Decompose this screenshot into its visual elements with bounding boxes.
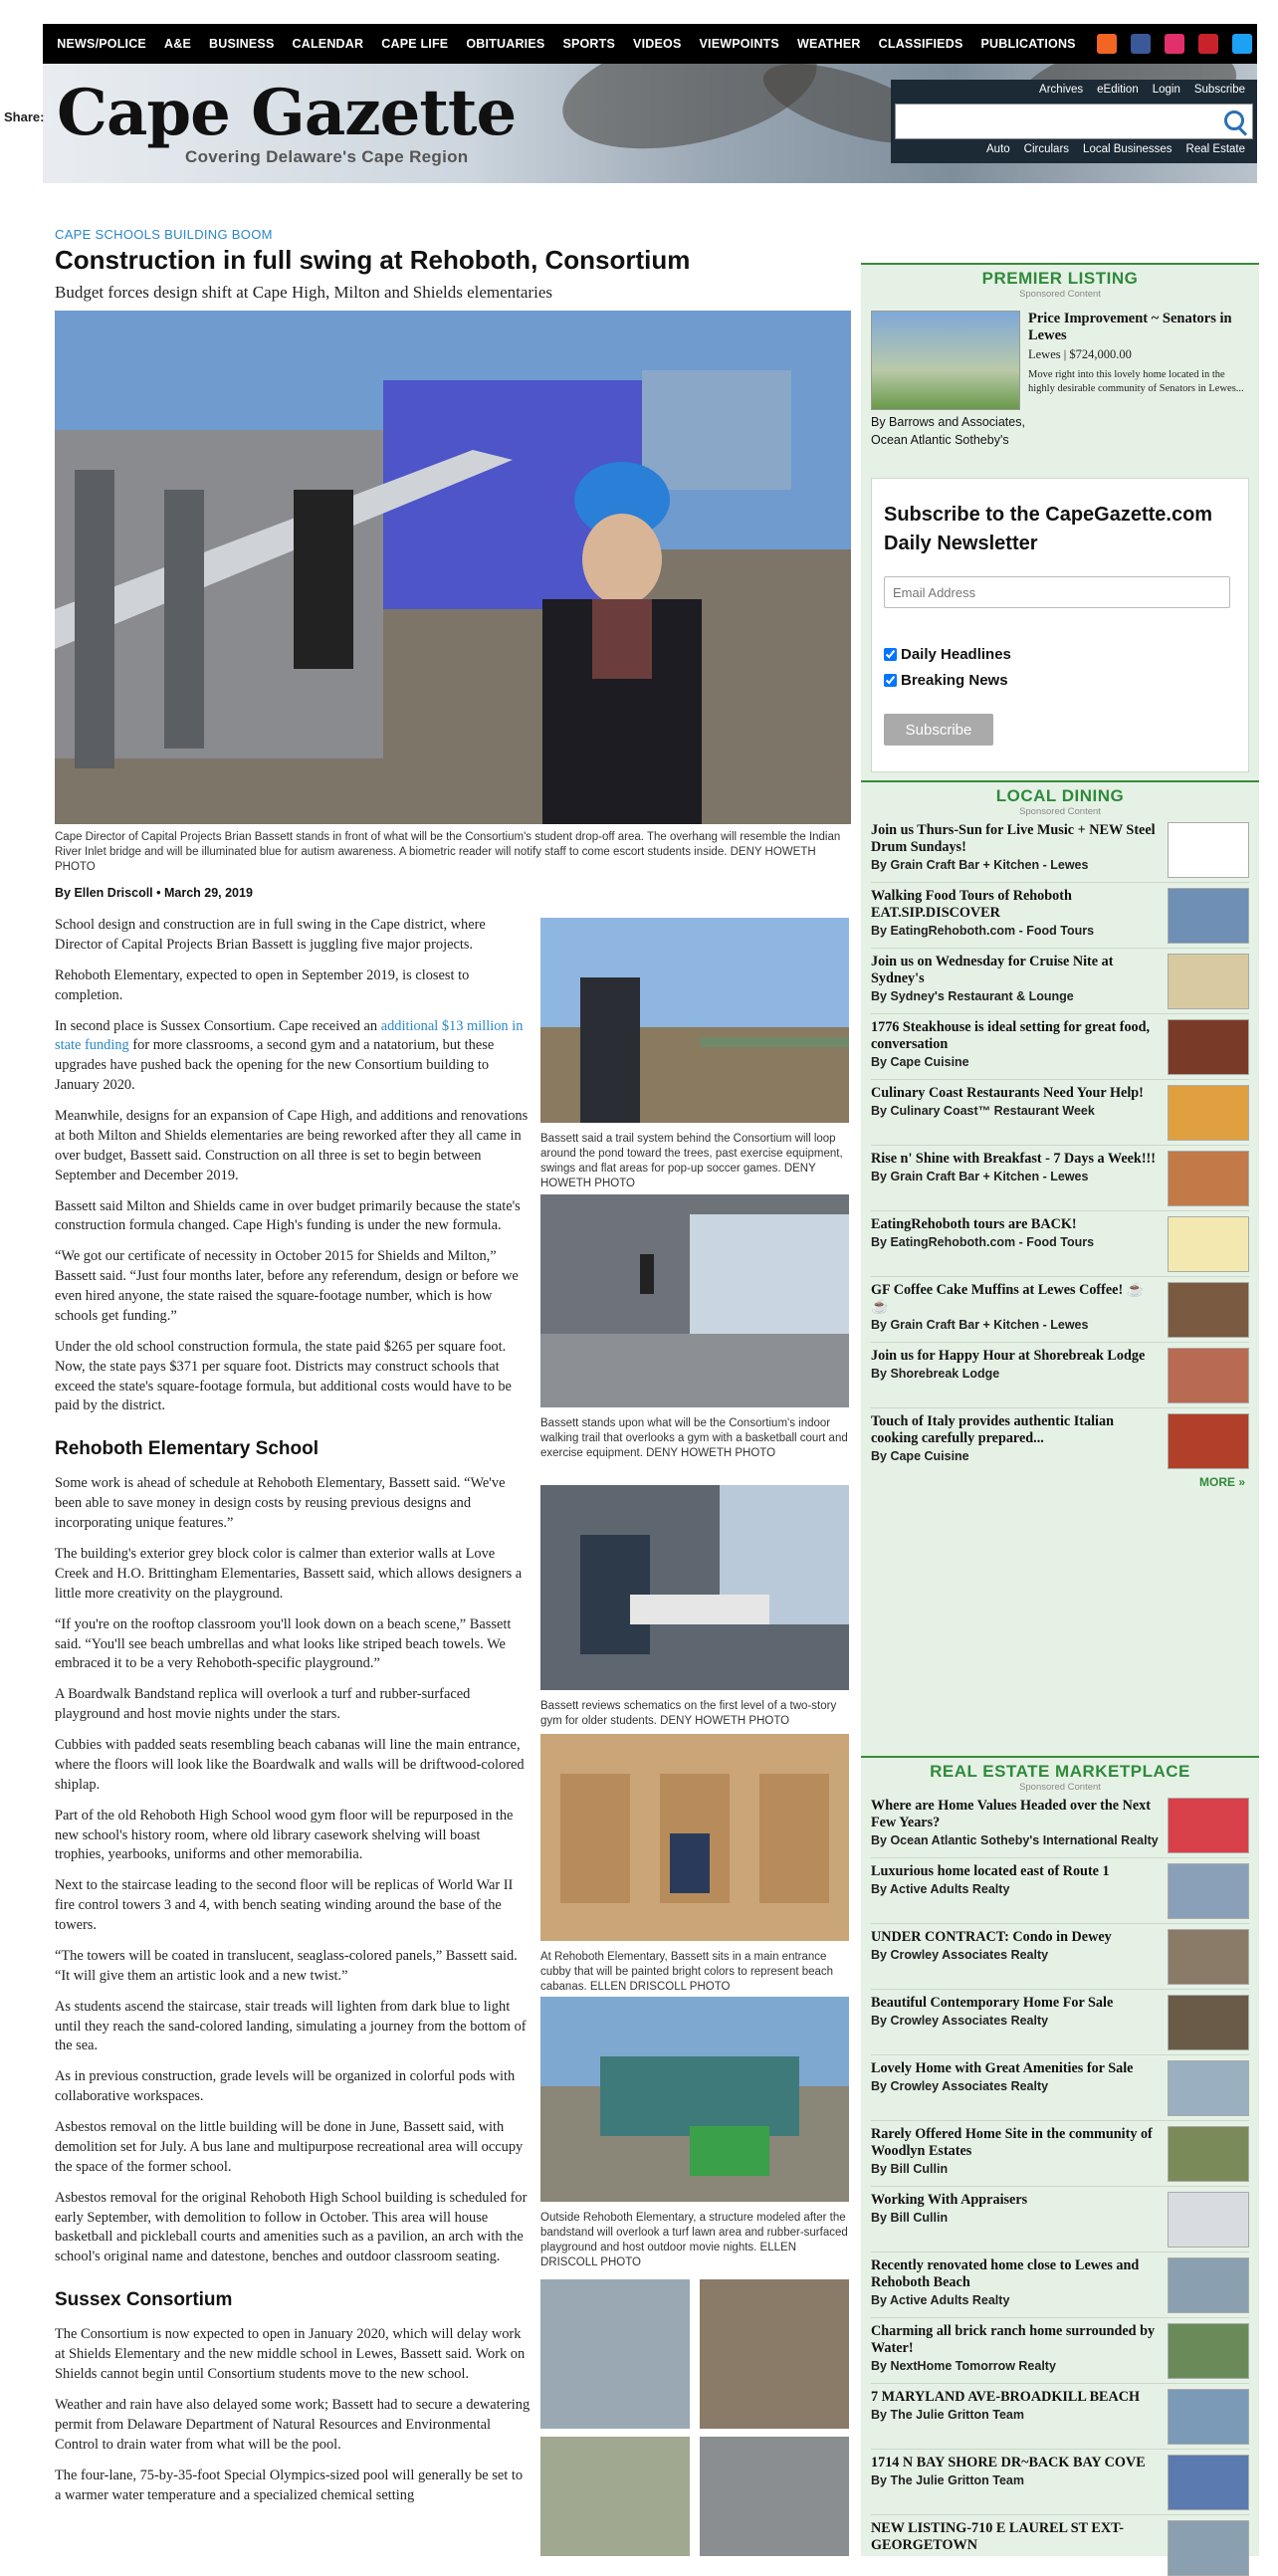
local-dining-panel xyxy=(861,780,1259,1756)
auto-link[interactable]: Auto xyxy=(986,143,1010,155)
section-heading-sussex: Sussex Consortium xyxy=(55,2289,233,2311)
list-item-title[interactable]: NEW LISTING-710 E LAUREL ST EXT-GEORGETOWN xyxy=(871,2520,1125,2554)
list-item-thumbnail[interactable] xyxy=(1168,2126,1249,2182)
tumblr-share-button[interactable] xyxy=(7,361,39,393)
wordpress-share-button[interactable] xyxy=(7,441,39,473)
list-item-title[interactable]: Luxurious home located east of Route 1 xyxy=(871,1863,1110,1879)
list-item-thumbnail[interactable] xyxy=(1168,954,1249,1009)
linkedin-icon: in xyxy=(16,207,30,225)
body-paragraph: Meanwhile, designs for an expansion of Cape High, and additions and renovations at both Milton and Shields elementaries are being reworked after they all came in over budget, Bassett said. Construction on all three is set to begin between September and December 2019. xyxy=(55,1108,529,1183)
list-item-byline: By Grain Craft Bar + Kitchen - Lewes xyxy=(871,1318,1089,1333)
nav-item-business[interactable]: BUSINESS xyxy=(208,37,275,51)
list-item[interactable] xyxy=(871,1216,1249,1249)
photo-caption: At Rehoboth Elementary, Bassett sits in a main entrance cubby that will be painted bright colors to represent beach cabanas. ELLEN DRISCOLL PHOTO xyxy=(540,1951,834,1993)
blogger-share-button[interactable] xyxy=(7,401,39,433)
twitter-icon: t xyxy=(20,167,26,188)
list-item-byline: By Shorebreak Lodge xyxy=(871,1367,1000,1382)
nav-item-viewpoints[interactable]: VIEWPOINTS xyxy=(699,37,779,51)
list-item-thumbnail[interactable] xyxy=(1168,1085,1249,1141)
list-item-title[interactable]: 7 MARYLAND AVE-BROADKILL BEACH xyxy=(871,2389,1141,2405)
list-item-title[interactable]: Working With Appraisers xyxy=(871,2192,1028,2208)
list-item-byline: By The Julie Gritton Team xyxy=(871,2473,1024,2488)
site-tagline: Covering Delaware's Cape Region xyxy=(185,147,469,166)
body-paragraph: In second place is Sussex Consortium. Cape received an additional $13 million in state funding for more classrooms, a second gym and a natatorium, but these upgrades have pushed back the opening for the new Consortium building to January 2020. xyxy=(55,1017,524,1094)
article-byline: By Ellen Driscoll • March 29, 2019 xyxy=(55,886,253,900)
list-item-thumbnail[interactable] xyxy=(1168,888,1249,944)
reddit-icon: r xyxy=(19,288,27,309)
premier-listing-title[interactable]: Price Improvement ~ Senators in Lewes xyxy=(1028,311,1232,344)
tumblr-icon: t xyxy=(20,366,26,387)
premier-heading: PREMIER LISTING xyxy=(981,269,1139,288)
print-icon: ⎙ xyxy=(15,526,31,546)
breaking-news-label: Breaking News xyxy=(901,672,1008,689)
body-paragraph: A Boardwalk Bandstand replica will overlook a turf and rubber-surfaced playground and host movie nights under the stars. xyxy=(55,1686,471,1723)
list-item-byline: By Crowley Associates Realty xyxy=(871,1948,1049,1963)
body-paragraph: Part of the old Rehoboth High School wood gym floor will be repurposed in the new school's history room, where old library casework shelving will boast trophies, yearbooks, uniforms and other memorabilia. xyxy=(55,1807,514,1863)
premier-listing-panel: PREMIER LISTING Sponsored Content Price Improvement ~ Senators in Lewes Lewes | $724,000.00 Move right into this lovely home located in the highly desirable community of Senators in Lewes... By Barrows and Associates, Ocean Atlantic Sotheby's Subscribe to the CapeGazette.com Daily Newsletter Email Address Daily Headlines Breaking News Subscribe xyxy=(861,263,1259,780)
list-item-byline: By Cape Cuisine xyxy=(871,1449,969,1464)
list-item-title[interactable]: Culinary Coast Restaurants Need Your Help! xyxy=(871,1085,1144,1101)
list-item[interactable] xyxy=(871,2192,1249,2225)
daily-headlines-checkbox[interactable] xyxy=(884,648,897,661)
body-paragraph: Weather and rain have also delayed some work; Bassett had to secure a dewatering permit from Delaware Department of Natural Resources and Environmental Control to drain water from what will be the pool. xyxy=(55,2397,531,2453)
list-item-thumbnail[interactable] xyxy=(1168,1798,1249,1853)
photo-caption: Bassett reviews schematics on the first level of a two-story gym for older students. DENY HOWETH PHOTO xyxy=(540,1700,837,1727)
inline-photo[interactable] xyxy=(540,1485,849,1729)
body-paragraph: As students ascend the staircase, stair treads will lighten from dark blue to light until they reach the sand-colored landing, simulating a journey from the bottom of the sea. xyxy=(55,1998,527,2054)
list-item[interactable] xyxy=(871,2389,1249,2422)
body-paragraph: The Consortium is now expected to open in January 2020, which will delay work at Shields Elementary and the new middle school in Lewes, Bassett said. Work on Shields cannot begin until Consortium students move to the new school. xyxy=(55,2326,526,2383)
list-item-title[interactable]: EatingRehoboth tours are BACK! xyxy=(871,1216,1077,1232)
list-item-title[interactable]: Recently renovated home close to Lewes and Rehoboth Beach xyxy=(871,2257,1140,2291)
nav-item-sports[interactable]: SPORTS xyxy=(562,37,616,51)
dining-heading: LOCAL DINING xyxy=(995,786,1125,805)
list-item[interactable] xyxy=(871,2126,1249,2176)
header-utility-box xyxy=(891,80,1257,163)
list-item-byline: By Sydney's Restaurant & Lounge xyxy=(871,989,1074,1004)
sponsored-label: Sponsored Content xyxy=(1019,289,1101,300)
list-item-title[interactable]: Join us for Happy Hour at Shorebreak Lodge xyxy=(871,1348,1146,1364)
list-item-byline: By EatingRehoboth.com - Food Tours xyxy=(871,1235,1095,1250)
body-paragraph: “If you're on the rooftop classroom you'll look down on a beach scene,” Bassett said. “You'll see beach umbrellas and what looks like striped beach towels. We embraced it to be a very Rehoboth-specific playground.” xyxy=(55,1615,512,1672)
gallery-thumb[interactable] xyxy=(540,2437,690,2556)
list-item[interactable] xyxy=(871,1863,1249,1896)
list-item-title[interactable]: 1714 N BAY SHORE DR~BACK BAY COVE xyxy=(871,2455,1146,2470)
photo-caption: Bassett stands upon what will be the Consortium's indoor walking trail that overlooks a gym with a basketball court and exercise equipment. DENY HOWETH PHOTO xyxy=(540,1417,848,1459)
list-item-byline: By Bill Cullin xyxy=(871,2162,949,2177)
print-share-button[interactable] xyxy=(7,521,39,552)
archives-link[interactable]: Archives xyxy=(1039,84,1084,96)
list-item[interactable] xyxy=(871,1151,1249,1183)
article-kicker[interactable]: CAPE SCHOOLS BUILDING BOOM xyxy=(55,227,273,242)
login-link[interactable]: Login xyxy=(1152,84,1180,96)
site-logo[interactable]: Cape Gazette xyxy=(57,76,517,150)
dining-more-link[interactable]: MORE » xyxy=(1198,1475,1245,1489)
circulars-link[interactable]: Circulars xyxy=(1023,143,1070,155)
list-item-title[interactable]: Beautiful Contemporary Home For Sale xyxy=(871,1995,1114,2011)
hero-caption: Cape Director of Capital Projects Brian Bassett stands in front of what will be the Consortium's student drop-off area. The overhang will resemble the Indian River Inlet bridge and will be illuminated blue for autism awareness. A biometric reader will notify staff to come escort students inside. DENY HOWETH PHOTO xyxy=(55,831,841,873)
nav-item-publications[interactable]: PUBLICATIONS xyxy=(980,37,1076,51)
photo-caption: Bassett said a trail system behind the Consortium will loop around the pond toward the trees, past exercise equipment, swings and flat areas for pop-up soccer games. DENY HOWETH PHOTO xyxy=(540,1133,843,1189)
list-item[interactable] xyxy=(871,2060,1249,2093)
list-item[interactable] xyxy=(871,1019,1249,1069)
article-title: Construction in full swing at Rehoboth, Consortium xyxy=(55,245,691,275)
real-estate-panel xyxy=(861,1756,1259,2556)
body-paragraph: As in previous construction, grade levels will be organized in colorful pods with collaborative workspaces. xyxy=(55,2068,516,2105)
list-item[interactable] xyxy=(871,1085,1249,1118)
list-item-thumbnail[interactable] xyxy=(1168,1019,1249,1075)
list-item-title[interactable]: GF Coffee Cake Muffins at Lewes Coffee! ☕☕ xyxy=(871,1282,1145,1316)
list-item-byline: By Ocean Atlantic Sotheby's International Realty xyxy=(871,1833,1159,1848)
hero-photo[interactable] xyxy=(55,311,851,824)
twitter-icon[interactable] xyxy=(1232,34,1252,54)
list-item[interactable] xyxy=(871,1798,1249,1847)
list-item-byline: By Crowley Associates Realty xyxy=(871,2079,1049,2094)
body-paragraph: Bassett said Milton and Shields came in over budget primarily because the state's construction formula changed. Cape High's funding is under the new formula. xyxy=(55,1197,521,1234)
list-item[interactable] xyxy=(871,822,1249,872)
twitter-share-button[interactable] xyxy=(7,162,39,194)
nav-item-ae[interactable]: A&E xyxy=(163,37,191,51)
top-nav xyxy=(43,24,1257,64)
article-body xyxy=(55,916,531,2516)
list-item[interactable] xyxy=(871,1348,1249,1381)
list-item-byline: By Bill Cullin xyxy=(871,2211,949,2226)
newsletter-box xyxy=(871,478,1249,772)
reddit-share-button[interactable] xyxy=(7,283,39,315)
body-paragraph: Asbestos removal for the original Rehoboth High School building is scheduled for early September, with demolition to follow in October. This area will house basketball and pickleball courts and amenities such as a pavilion, an arch with the school's original name and datestone, benches and outdoor classroom seating. xyxy=(55,2189,528,2265)
list-item-title[interactable]: Rise n' Shine with Breakfast - 7 Days a Week!!! xyxy=(871,1151,1156,1167)
list-item-thumbnail[interactable] xyxy=(1168,1929,1249,1985)
email-share-button[interactable] xyxy=(7,481,39,513)
sponsored-label: Sponsored Content xyxy=(1019,1782,1101,1793)
more-share-button[interactable] xyxy=(7,560,39,592)
list-item-thumbnail[interactable] xyxy=(1168,2257,1249,2313)
breaking-news-checkbox[interactable] xyxy=(884,674,897,687)
instagram-icon[interactable] xyxy=(1165,34,1184,54)
gallery-thumb[interactable] xyxy=(700,2437,849,2556)
list-item-thumbnail[interactable] xyxy=(1168,2060,1249,2116)
share-label: Share: xyxy=(4,109,45,124)
real-estate-link[interactable]: Real Estate xyxy=(1185,143,1245,155)
realestate-heading: REAL ESTATE MARKETPLACE xyxy=(930,1762,1190,1781)
body-paragraph: The building's exterior grey block color is calmer than exterior walls at Love Creek and H.O. Brittingham Elementaries, Bassett said, which allows designers a little more creativity on the playground. xyxy=(55,1546,523,1602)
body-paragraph: Asbestos removal on the little building will be done in June, Bassett said, with demolition set for July. A bus lane and multipurpose recreational area will occupy the space of the former school. xyxy=(55,2119,524,2175)
nav-item-classifieds[interactable]: CLASSIFIEDS xyxy=(878,37,963,51)
list-item-title[interactable]: Join us on Wednesday for Cruise Nite at Sydney's xyxy=(871,954,1114,987)
list-item-thumbnail[interactable] xyxy=(1168,1413,1249,1469)
state-funding-link[interactable]: additional $13 million in state funding xyxy=(55,1017,524,1054)
list-item-title[interactable]: UNDER CONTRACT: Condo in Dewey xyxy=(871,1929,1112,1945)
mix-share-button[interactable] xyxy=(7,317,39,348)
plus-icon: + xyxy=(16,563,30,588)
list-item-byline: By Active Adults Realty xyxy=(871,1882,1010,1897)
list-item[interactable] xyxy=(871,2520,1249,2556)
list-item-title[interactable]: Join us Thurs-Sun for Live Music + NEW Steel Drum Sundays! xyxy=(871,822,1156,856)
search-icon[interactable] xyxy=(1224,110,1244,130)
body-paragraph: Rehoboth Elementary, expected to open in September 2019, is closest to completion. xyxy=(55,966,470,1003)
list-item-byline: By Grain Craft Bar + Kitchen - Lewes xyxy=(871,858,1089,873)
facebook-icon: f xyxy=(20,129,26,150)
list-item-thumbnail[interactable] xyxy=(1168,1282,1249,1338)
newsletter-title: Subscribe to the CapeGazette.com Daily Newsletter xyxy=(884,504,1213,554)
list-item-thumbnail[interactable] xyxy=(1168,1216,1249,1272)
list-item-thumbnail[interactable] xyxy=(1168,2323,1249,2379)
wordpress-icon: W xyxy=(14,446,32,467)
body-paragraph: Some work is ahead of schedule at Rehoboth Elementary, Bassett said. “We've been able to save money in design costs by reusing previous designs and incorporating unique features.” xyxy=(55,1475,506,1532)
list-item-byline: By NextHome Tomorrow Realty xyxy=(871,2359,1056,2374)
list-item-byline: By Crowley Associates Realty xyxy=(871,2014,1049,2029)
blogger-icon: B xyxy=(16,406,30,427)
list-item-thumbnail[interactable] xyxy=(1168,1151,1249,1206)
list-item-thumbnail[interactable] xyxy=(1168,2455,1249,2510)
list-item-thumbnail[interactable] xyxy=(1168,2192,1249,2248)
pinterest-icon[interactable] xyxy=(1198,34,1218,54)
search-input[interactable] xyxy=(895,104,1253,139)
nav-item-cape-life[interactable]: CAPE LIFE xyxy=(381,37,449,51)
gallery-thumb[interactable] xyxy=(700,2279,849,2429)
body-paragraph: School design and construction are in full swing in the Cape district, where Director of Capital Projects Brian Bassett is juggling five major projects. xyxy=(55,917,486,953)
inline-photo[interactable] xyxy=(540,1997,849,2270)
list-item[interactable] xyxy=(871,2257,1249,2307)
body-paragraph: The four-lane, 75-by-35-foot Special Olympics-sized pool will generally be set to a warmer water temperature and a specialized chemical setting xyxy=(55,2467,524,2503)
mix-icon: m xyxy=(14,322,31,342)
list-item[interactable] xyxy=(871,2455,1249,2487)
facebook-icon[interactable] xyxy=(1131,34,1151,54)
list-item[interactable] xyxy=(871,1995,1249,2028)
list-item-byline: By The Julie Gritton Team xyxy=(871,2408,1024,2423)
list-item-thumbnail[interactable] xyxy=(1168,822,1249,878)
premier-price: $724,000.00 xyxy=(1069,346,1132,361)
nav-item-weather[interactable]: WEATHER xyxy=(796,37,861,51)
list-item-byline: By EatingRehoboth.com - Food Tours xyxy=(871,924,1095,939)
premier-location: Lewes xyxy=(1028,346,1061,361)
rss-icon[interactable] xyxy=(1097,34,1117,54)
nav-item-videos[interactable]: VIDEOS xyxy=(633,37,682,51)
body-paragraph: “We got our certificate of necessity in October 2015 for Shields and Milton,” Bassett said. “Just four months later, before any referendum, design or before we even hired anyone, the state raised the square-footage number, which is how schools get funding.” xyxy=(55,1248,519,1324)
linkedin-share-button[interactable] xyxy=(7,200,39,232)
list-item-thumbnail[interactable] xyxy=(1168,1995,1249,2050)
photo-caption: Outside Rehoboth Elementary, a structure modeled after the bandstand will overlook a turf lawn area and rubber-surfaced playground and host outdoor movie nights. ELLEN DRISCOLL PHOTO xyxy=(540,2212,848,2268)
list-item-byline: By Cape Cuisine xyxy=(871,1055,969,1070)
sponsored-label: Sponsored Content xyxy=(1019,806,1101,817)
list-item-thumbnail[interactable] xyxy=(1168,2389,1249,2445)
list-item-title[interactable]: Touch of Italy provides authentic Italian cooking carefully prepared... xyxy=(871,1413,1114,1447)
list-item-title[interactable]: Lovely Home with Great Amenities for Sale xyxy=(871,2060,1134,2076)
list-item-title[interactable]: Charming all brick ranch home surrounded by Water! xyxy=(871,2323,1156,2357)
list-item-byline: By Active Adults Realty xyxy=(871,2293,1010,2308)
list-item-title[interactable]: 1776 Steakhouse is ideal setting for great food, conversation xyxy=(871,1019,1151,1053)
list-item-thumbnail[interactable] xyxy=(1168,1863,1249,1919)
nav-item-calendar[interactable]: CALENDAR xyxy=(292,37,364,51)
list-item-byline: By Culinary Coast™ Restaurant Week xyxy=(871,1104,1095,1119)
list-item-title[interactable]: Rarely Offered Home Site in the community of Woodlyn Estates xyxy=(871,2126,1153,2160)
list-item[interactable] xyxy=(871,888,1249,938)
body-paragraph: Under the old school construction formula, the state paid $265 per square foot. Now, the state pays $371 per square foot. Districts may construct schools that exceed the state's square-footage formula, but additional costs would have to be paid by the district. xyxy=(55,1338,512,1414)
inline-photo[interactable] xyxy=(540,1194,849,1461)
list-item-thumbnail[interactable] xyxy=(1168,2520,1249,2576)
article-deck: Budget forces design shift at Cape High, Milton and Shields elementaries xyxy=(55,283,552,302)
subscribe-link[interactable]: Subscribe xyxy=(1193,84,1245,96)
subscribe-button[interactable]: Subscribe xyxy=(884,714,993,746)
body-paragraph: Cubbies with padded seats resembling beach cabanas will line the main entrance, where the floors will look like the Boardwalk and walls will be driftwood-colored shiplap. xyxy=(55,1737,525,1793)
list-item-byline: By Grain Craft Bar + Kitchen - Lewes xyxy=(871,1170,1089,1184)
nav-item-news-police[interactable]: NEWS/POLICE xyxy=(57,37,146,51)
list-item[interactable] xyxy=(871,2323,1249,2373)
gallery-thumb[interactable] xyxy=(540,2279,690,2429)
list-item-title[interactable]: Where are Home Values Headed over the Next Few Years? xyxy=(871,1798,1151,1831)
premier-agent: By Barrows and Associates, Ocean Atlantic Sotheby's xyxy=(871,415,1025,447)
list-item[interactable] xyxy=(871,954,1249,1003)
body-paragraph: “The towers will be coated in translucent, seaglass-colored panels,” Bassett said. “It will give them an artistic look and a new twist.” xyxy=(55,1947,518,1984)
list-item[interactable] xyxy=(871,1929,1249,1962)
inline-photo[interactable] xyxy=(540,918,849,1191)
list-item-thumbnail[interactable] xyxy=(1168,1348,1249,1403)
inline-photo[interactable] xyxy=(540,1734,849,1995)
nav-item-obituaries[interactable]: OBITUARIES xyxy=(466,37,545,51)
list-item-title[interactable]: Walking Food Tours of Rehoboth EAT.SIP.DISCOVER xyxy=(871,888,1072,922)
premier-desc: Move right into this lovely home located in the highly desirable community of Senators in Lewes... xyxy=(1028,368,1244,395)
eedition-link[interactable]: eEdition xyxy=(1097,84,1139,96)
list-item[interactable] xyxy=(871,1413,1249,1463)
email-icon: ✉ xyxy=(15,486,31,507)
premier-listing-photo[interactable] xyxy=(871,311,1020,410)
section-heading-rehoboth: Rehoboth Elementary School xyxy=(55,1438,319,1460)
daily-headlines-label: Daily Headlines xyxy=(901,646,1011,663)
facebook-share-button[interactable] xyxy=(7,124,39,156)
local-businesses-link[interactable]: Local Businesses xyxy=(1083,143,1172,155)
body-paragraph: Next to the staircase leading to the second floor will be replicas of World War II fire control towers 3 and 4, with bench seating winding around the base of the towers. xyxy=(55,1877,514,1934)
newsletter-email-input[interactable] xyxy=(884,576,1230,608)
list-item[interactable] xyxy=(871,1282,1249,1332)
